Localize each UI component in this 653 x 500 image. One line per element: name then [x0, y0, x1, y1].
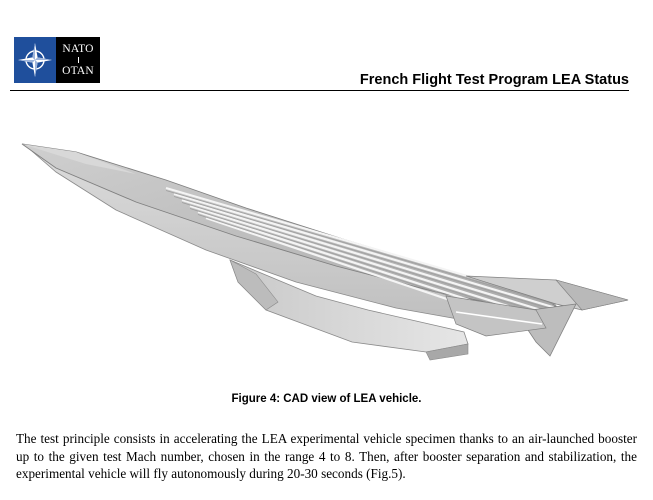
- lea-vehicle-cad-figure: [16, 132, 636, 364]
- logo-line-otan: OTAN: [62, 65, 94, 77]
- running-header-title: French Flight Test Program LEA Status: [359, 72, 629, 88]
- body-paragraph: The test principle consists in accelerating the LEA experimental vehicle specimen thanks to an air-launched booster up to the given test Mach number, chosen in the range 4 to 8. Then, after booster separation and stabilization, the experimental vehicle will fly autonomously during 20-30 seconds (Fig.5).: [16, 431, 637, 481]
- logo-wordmark: [56, 37, 100, 83]
- nato-otan-logo: [14, 37, 100, 83]
- figure-caption: Figure 4: CAD view of LEA vehicle.: [231, 393, 422, 405]
- header-rule: [10, 90, 629, 91]
- logo-line-nato: NATO: [62, 43, 94, 55]
- nato-compass-rose-icon: [14, 37, 56, 83]
- logo-separator: [78, 57, 79, 63]
